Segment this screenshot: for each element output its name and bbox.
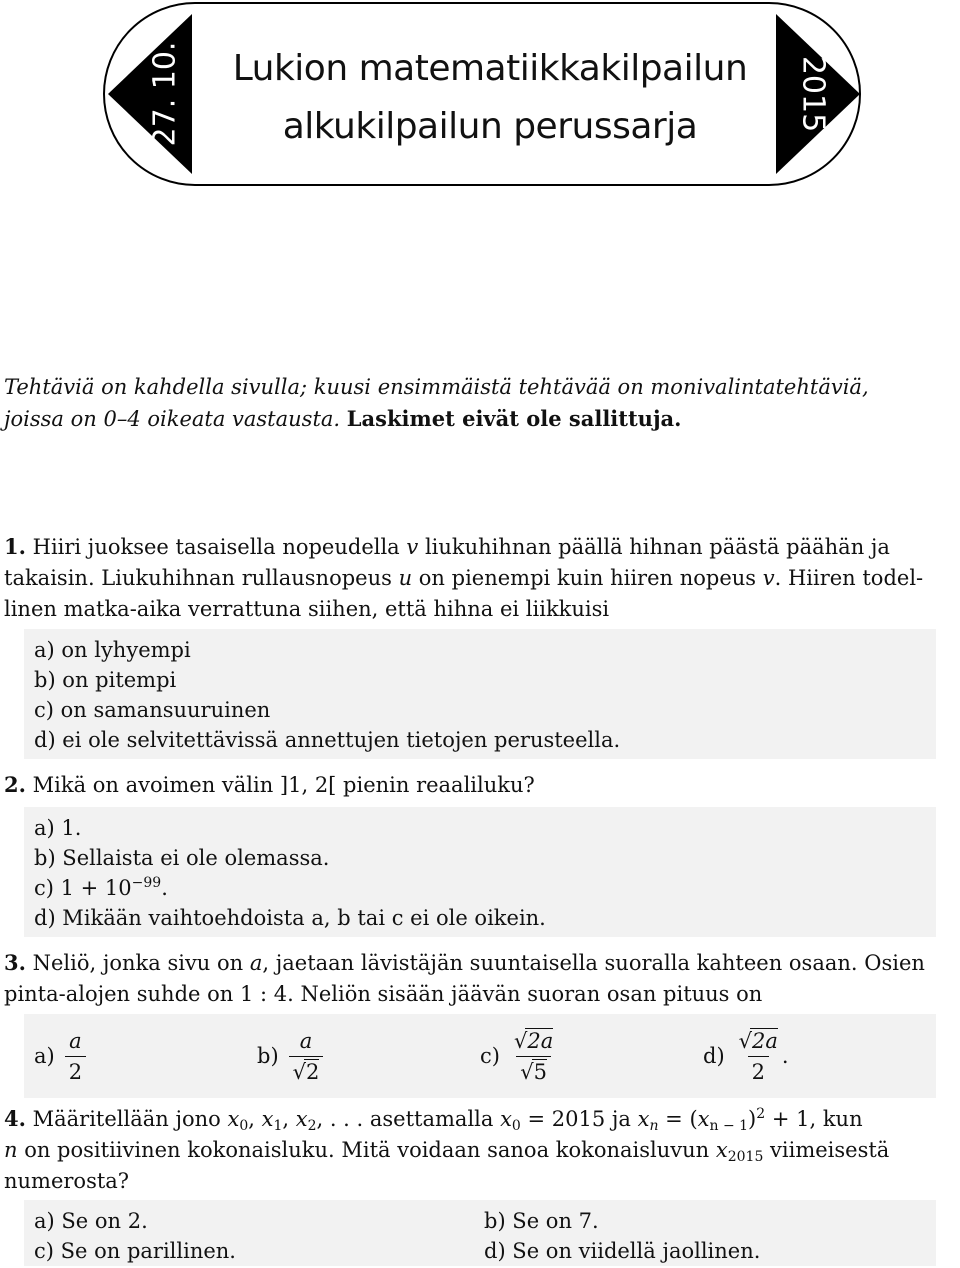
problem-3 xyxy=(4,947,956,1010)
denominator xyxy=(516,1056,551,1087)
option-c[interactable] xyxy=(34,873,926,903)
option-label: d) xyxy=(703,1044,725,1068)
problem-4-options xyxy=(24,1200,936,1266)
option-c-text: c) 1 + 10 xyxy=(34,876,132,900)
variable: x xyxy=(227,1107,240,1131)
problem-number: 3. xyxy=(4,950,26,975)
option-d[interactable]: d) Se on viidellä jaollinen. xyxy=(484,1239,761,1263)
option-d[interactable]: d) Mikään vaihtoehdoista a, b tai c ei ole oikein. xyxy=(34,906,546,930)
sqrt-icon: √ xyxy=(513,1028,528,1053)
option-c-end: . xyxy=(161,876,168,900)
fraction xyxy=(289,1026,324,1087)
subscript: 2015 xyxy=(727,1149,764,1165)
problem-text: . Hiiren todel- xyxy=(774,566,924,590)
problem-3-options xyxy=(24,1014,936,1098)
instructions-italic-2: joissa on 0–4 oikeata vastausta. xyxy=(4,407,341,431)
subscript: 1 xyxy=(273,1118,283,1134)
option-label: a) xyxy=(34,1044,55,1068)
option-d[interactable]: d) ei ole selvitettävissä annettujen tietojen perusteella. xyxy=(34,728,621,752)
variable: x xyxy=(637,1107,650,1131)
radicand: 2a xyxy=(527,1028,554,1053)
subscript: 0 xyxy=(511,1118,521,1134)
problem-text: linen matka-aika verrattuna siihen, että hihna ei liikkuisi xyxy=(4,597,610,621)
numerator: a xyxy=(299,1028,313,1053)
subscript: n − 1 xyxy=(709,1118,749,1134)
radicand: 2a xyxy=(752,1028,778,1053)
variable: x xyxy=(500,1107,512,1131)
variable: v xyxy=(406,535,419,559)
subscript: 0 xyxy=(239,1118,249,1134)
option-b[interactable] xyxy=(257,1026,480,1087)
sqrt-icon: √ xyxy=(738,1028,753,1053)
fraction xyxy=(510,1026,557,1087)
problem-text: + 1, kun xyxy=(765,1107,863,1131)
option-a[interactable] xyxy=(34,1026,257,1087)
variable: x xyxy=(715,1138,728,1162)
problem-text: , . . . asettamalla xyxy=(316,1107,501,1131)
problem-1-options xyxy=(24,629,936,759)
problem-text: ) xyxy=(748,1107,757,1131)
variable: x xyxy=(261,1107,274,1131)
title-line-1: Lukion matematiikkakilpailun xyxy=(232,48,748,89)
variable: v xyxy=(762,566,775,590)
option-b[interactable]: b) Se on 7. xyxy=(484,1209,599,1233)
competition-date: 27. 10. xyxy=(147,41,183,147)
numerator xyxy=(510,1026,557,1056)
problem-number: 4. xyxy=(4,1106,26,1131)
option-c[interactable]: c) on samansuuruinen xyxy=(34,698,271,722)
denominator xyxy=(289,1056,324,1087)
radicand: 5 xyxy=(533,1059,547,1084)
instructions-italic-1: Tehtäviä on kahdella sivulla; kuusi ensimmäistä tehtävää on monivalintatehtäviä, xyxy=(4,375,869,399)
instructions xyxy=(4,372,956,435)
title-line-2: alkukilpailun perussarja xyxy=(282,106,698,147)
variable: u xyxy=(398,566,413,590)
subscript: n xyxy=(649,1118,659,1134)
instructions-bold: Laskimet eivät ole sallittuja. xyxy=(346,406,682,431)
problem-text: Neliö, jonka sivu on xyxy=(32,951,250,975)
problem-text: Mikä on avoimen välin ]1, 2[ pienin reaaliluku? xyxy=(32,773,535,797)
option-label: b) xyxy=(257,1044,279,1068)
problem-text: pinta-alojen suhde on 1 : 4. Neliön sisään jäävän suoran osan pituus on xyxy=(4,982,763,1006)
sqrt-icon: √ xyxy=(520,1059,534,1084)
problem-text: on pienempi kuin hiiren nopeus xyxy=(412,566,763,590)
problem-2-options xyxy=(24,807,936,937)
option-c[interactable] xyxy=(480,1026,703,1087)
denominator: 2 xyxy=(748,1056,769,1087)
problem-text: = 2015 ja xyxy=(520,1107,638,1131)
problem-number: 2. xyxy=(4,772,26,797)
option-d[interactable] xyxy=(703,1026,926,1087)
option-c[interactable]: c) Se on parillinen. xyxy=(34,1239,236,1263)
denominator: 2 xyxy=(65,1056,86,1087)
problem-text: Määritellään jono xyxy=(32,1107,228,1131)
fraction xyxy=(65,1026,86,1087)
subscript: 2 xyxy=(307,1118,317,1134)
option-a[interactable]: a) 1. xyxy=(34,816,82,840)
numerator: a xyxy=(69,1028,82,1053)
problem-text: liukuhihnan päällä hihnan päästä päähän ja xyxy=(418,535,890,559)
numerator xyxy=(735,1026,782,1056)
problem-text: on positiivinen kokonaisluku. Mitä voidaan sanoa kokonaisluvun xyxy=(17,1138,716,1162)
variable: n xyxy=(4,1138,18,1162)
problem-2 xyxy=(4,769,956,801)
variable: x xyxy=(697,1107,710,1131)
option-b[interactable]: b) on pitempi xyxy=(34,668,177,692)
option-a[interactable]: a) Se on 2. xyxy=(34,1209,148,1233)
problem-4: 4. Määritellään jono $x_0$, $x_1$, $x_2$, . . . asettamalla $x_0 = 2015$ ja $x_n = (x_{n - 1})^2 + 1$, kun n on positiivinen kokonaisluku. Mitä voidaan sanoa kokonaisluvun $x_{2015}$ viimeisestä numerosta? xyxy=(4,1106,890,1193)
problem-text: takaisin. Liukuhihnan rullausnopeus xyxy=(4,566,399,590)
option-a[interactable]: a) on lyhyempi xyxy=(34,638,191,662)
exponent: −99 xyxy=(131,875,162,891)
variable: x xyxy=(295,1107,308,1131)
problem-text: Hiiri juoksee tasaisella nopeudella xyxy=(32,535,407,559)
radicand: 2 xyxy=(306,1059,320,1084)
fraction xyxy=(735,1026,782,1087)
page-title xyxy=(200,40,780,156)
option-b[interactable]: b) Sellaista ei ole olemassa. xyxy=(34,846,330,870)
problem-text: , jaetaan lävistäjän suuntaisella suoralla kahteen osaan. Osien xyxy=(262,951,925,975)
competition-year: 2015 xyxy=(795,55,831,133)
problem-number: 1. xyxy=(4,534,26,559)
problem-text: numerosta? xyxy=(4,1169,130,1193)
exponent: 2 xyxy=(756,1106,766,1122)
variable: a xyxy=(249,951,263,975)
sqrt-icon: √ xyxy=(292,1059,307,1084)
problem-text: viimeisestä xyxy=(763,1138,890,1162)
option-label: c) xyxy=(480,1044,500,1068)
problem-1 xyxy=(4,531,956,625)
option-end: . xyxy=(781,1044,789,1068)
problem-text: = ( xyxy=(658,1107,698,1131)
